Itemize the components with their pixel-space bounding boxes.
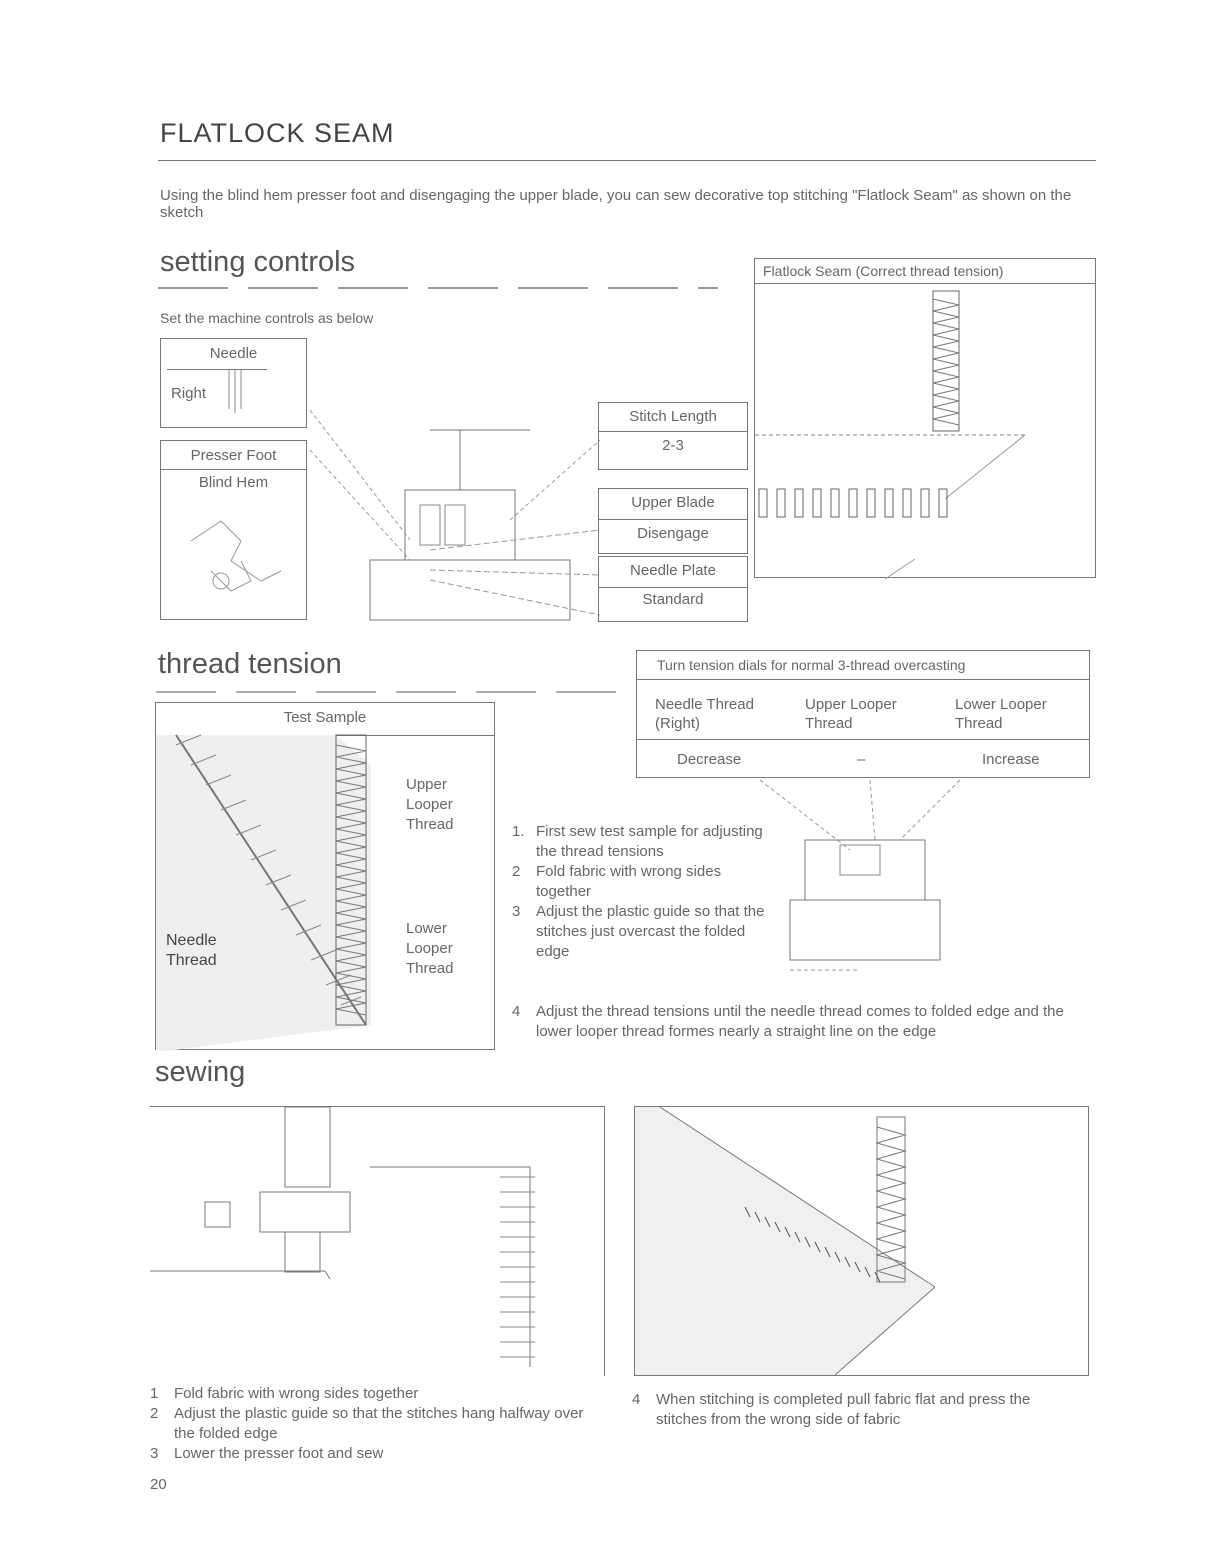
needle-plate-box bbox=[598, 556, 748, 622]
val-lower-looper: Increase bbox=[982, 751, 1040, 768]
stitch-length-box bbox=[598, 402, 748, 470]
flatlock-stitch-illustration bbox=[755, 289, 1095, 579]
flatlock-sample-caption: Flatlock Seam (Correct thread tension) bbox=[755, 259, 1095, 284]
tension-machine-illustration bbox=[760, 780, 960, 980]
intro-text: Using the blind hem presser foot and disengaging the upper blade, you can sew decorative top stitching "Flatlock Seam" as shown on the sketch bbox=[160, 187, 1072, 221]
lower-looper-label: Lower Looper Thread bbox=[406, 920, 454, 977]
tension-step-3: 3 Adjust the plastic guide so that the stitches just overcast the folded edge bbox=[512, 903, 765, 960]
test-sample-box bbox=[155, 702, 495, 1050]
setting-controls-heading: setting controls bbox=[160, 246, 356, 278]
presser-foot-label: Presser Foot bbox=[190, 447, 277, 464]
sewing-steps-right bbox=[632, 1390, 1062, 1430]
needle-icon bbox=[223, 369, 253, 419]
needle-plate-label: Needle Plate bbox=[630, 562, 716, 579]
test-sample-label: Test Sample bbox=[283, 709, 367, 726]
sewing-step-3: 3 Lower the presser foot and sew bbox=[150, 1445, 384, 1462]
presser-foot-icon bbox=[181, 511, 291, 611]
upper-blade-box bbox=[598, 488, 748, 554]
sewing-step-1: 1 Fold fabric with wrong sides together bbox=[150, 1385, 419, 1402]
tension-step-4: 4 Adjust the thread tensions until the needle thread comes to folded edge and the lower looper thread formes nearly a straight line on the edge bbox=[512, 1003, 1064, 1040]
title-rule bbox=[158, 160, 1096, 161]
sewing-left-illustration-box bbox=[150, 1106, 605, 1376]
col-needle-thread: Needle Thread (Right) bbox=[655, 696, 754, 732]
tension-step-2: 2 Fold fabric with wrong sides together bbox=[512, 863, 722, 900]
thread-tension-dash bbox=[156, 690, 636, 694]
sewing-steps-left bbox=[150, 1384, 590, 1464]
needle-label: Needle bbox=[209, 345, 258, 362]
presser-foot-value: Blind Hem bbox=[198, 474, 269, 491]
test-sample-illustration bbox=[156, 735, 376, 1051]
tension-table bbox=[636, 650, 1090, 778]
needle-box bbox=[160, 338, 307, 428]
sewing-heading: sewing bbox=[155, 1056, 246, 1088]
presser-foot-box bbox=[160, 440, 307, 620]
needle-thread-label: Needle Thread bbox=[166, 932, 217, 969]
tension-table-caption: Turn tension dials for normal 3-thread overcasting bbox=[637, 651, 1089, 680]
upper-blade-label: Upper Blade bbox=[631, 494, 715, 511]
page-number: 20 bbox=[150, 1476, 167, 1493]
sewing-left-illustration bbox=[150, 1107, 605, 1377]
setting-controls-dash bbox=[158, 286, 718, 290]
sewing-right-illustration-box bbox=[634, 1106, 1089, 1376]
sewing-right-illustration bbox=[635, 1107, 1088, 1375]
needle-plate-value: Standard bbox=[642, 591, 704, 608]
needle-value: Right bbox=[171, 385, 207, 402]
thread-tension-heading: thread tension bbox=[158, 648, 342, 680]
stitch-length-value: 2-3 bbox=[662, 437, 684, 454]
val-needle-thread: Decrease bbox=[677, 751, 742, 768]
page-title: FLATLOCK SEAM bbox=[160, 118, 395, 148]
tension-steps bbox=[512, 822, 772, 962]
machine-illustration bbox=[310, 410, 610, 635]
flatlock-sample-box bbox=[754, 258, 1096, 578]
val-upper-looper: – bbox=[857, 751, 866, 768]
sewing-step-2: 2 Adjust the plastic guide so that the stitches hang halfway over the folded edge bbox=[150, 1405, 584, 1442]
sewing-step-4: 4 When stitching is completed pull fabric flat and press the stitches from the wrong side of fabric bbox=[632, 1391, 1031, 1428]
col-upper-looper: Upper Looper Thread bbox=[805, 696, 897, 732]
upper-blade-value: Disengage bbox=[637, 525, 709, 542]
upper-looper-label: Upper Looper Thread bbox=[406, 776, 454, 833]
set-controls-instruction: Set the machine controls as below bbox=[160, 310, 374, 326]
tension-step-1: 1. First sew test sample for adjusting the thread tensions bbox=[512, 823, 763, 860]
col-lower-looper: Lower Looper Thread bbox=[955, 696, 1047, 732]
stitch-length-label: Stitch Length bbox=[629, 408, 717, 425]
